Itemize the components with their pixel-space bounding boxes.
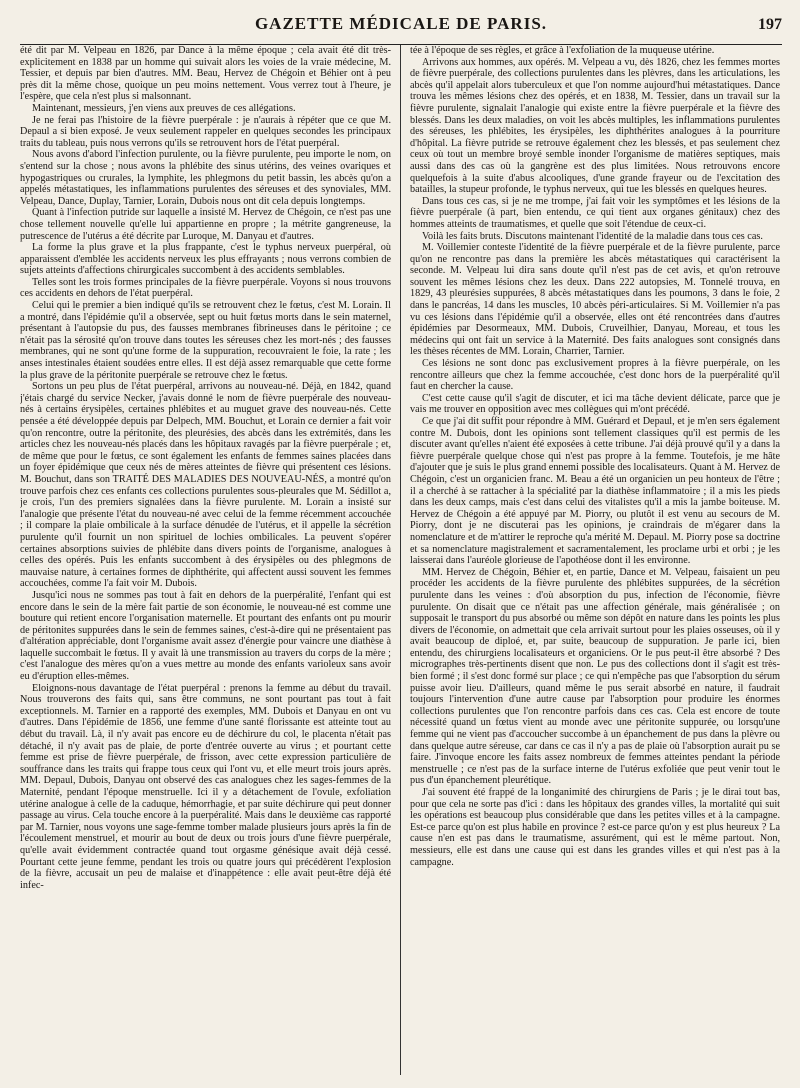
paragraph: Dans tous ces cas, si je ne me trompe, j'ai fait voir les symptômes et les lésions de la fièvre puerpérale (à part, bien entendu, ce qui tient aux organes génitaux) chez des hommes atteints de traumatismes, et quelle que soit l'étendue de ceux-ci. (410, 195, 780, 230)
paragraph: Voilà les faits bruts. Discutons maintenant l'identité de la maladie dans tous ces cas. (422, 230, 763, 242)
journal-title: GAZETTE MÉDICALE DE PARIS. (254, 14, 548, 33)
paragraph: Ce que j'ai dit suffit pour répondre à MM. Guérard et Depaul, et je m'en sers également contre M. Dubois, dont les opinions sont tellement classiques qu'il est permis de les discuter avant qu'elles n'aient été exposées à cette tribune. J'ai déjà prouvé qu'il y a dans la fièvre puerpérale quelque chose qui n'est pas propre à la femme. Toutefois, je me hâte d'ajouter que je suis le plus grand ennemi possible des localisateurs. Quant à M. Hervez de Chégoin, c'est un organicien franc. M. Beau a été un organicien un peu honteux de l'être ; il a cherché à se rattacher à la spécialité par la diathèse inflammatoire ; il a mis les pieds dans les deux camps, mais c'est dans celui des vitalistes qu'il a mis la jambe boiteuse. M. Hervez de Chégoin a été appuyé par M. Piorry, ou plutôt il est venu au secours de M. Piorry, dont je ne discuterai pas les opinions, je craindrais de m'égarer dans la nomenclature et de m'attirer le reproche qu'a mérité M. Depaul. M. Piorry pose sa doctrine et sa nomenclature magistralement et sacramentalement, les proclame urbi et orbi ; je les laisserai dans l'auréole glorieuse de l'apothéose dont il les environne. (410, 416, 780, 567)
paragraph: été dit par M. Velpeau en 1826, par Dance à la même époque ; cela avait été dit très-explicitement en 1838 par un homme qui suivait alors les voies de la vraie médecine, M. Tessier, et depuis par bien d'autres. MM. Beau, Hervez de Chégoin et Béhier ont à peu près dit la même chose, quoique un peu moins nettement. Vous verrez tout à l'heure, je l'espère, que cela n'est plus si malsonnant. (20, 45, 391, 103)
paragraph: Arrivons aux hommes, aux opérés. M. Velpeau a vu, dès 1826, chez les femmes mortes de fièvre puerpérale, des collections purulentes dans les plèvres, dans les articulations, les abcès qu'il appelait alors tuberculeux et que l'on nomme aujourd'hui métastatiques. Dance trouva les mêmes lésions chez des opérés, et en 1838, M. Tessier, dans un travail sur la fièvre purulente, signalait l'analogie qui existe entre la fièvre puerpérale et la fièvre des blessés. Dans les deux maladies, on voit les abcès multiples, les inflammations purulentes des séreuses, les phlébites, les érysipèles, les diphthérites analogues à la pourriture d'hôpital. La fièvre putride se retrouve également chez les blessés, et pas seulement chez ceux où tout un membre broyé semble inonder l'organisme de matières septiques, mais aussi dans des cas où la gangrène est des plus limitées. Nous retrouvons encore quelquefois à la suite d'abus alcooliques, d'une grande frayeur ou de l'excitation des batailles, la stupeur profonde, le typhus nerveux, qui tue les blessés en quelques heures. (410, 56, 780, 196)
paragraph: Jusqu'ici nous ne sommes pas tout à fait en dehors de la puerpéralité, l'enfant qui est encore dans le sein de la mère fait partie de son économie, le nouveau-né est comme une bouture qui retient encore l'organisation maternelle. Et pourtant des enfants ont pu mourir de péritonites suppurées dans le sein de femmes saines, c'est-à-dire qui ne présentaient pas d'altération appréciable, dont l'organisme avait assez d'énergie pour vaincre une diathèse à laquelle succombait le fœtus. Il y avait là une transmission au travers du corps de la mère ; c'est l'analogue des mères qu'on a vues mettre au monde des enfants varioleux sans avoir eu d'éruption elles-mêmes. (20, 589, 391, 683)
text-columns (20, 45, 782, 1075)
left-column (20, 45, 400, 1075)
page-number: 197 (758, 16, 782, 33)
paragraph: M. Voillemier conteste l'identité de la fièvre puerpérale et de la fièvre purulente, parce qu'on ne rencontre pas dans la première les abcès métastatiques qui caractérisent la seconde. M. Velpeau lui dira sans doute qu'il n'est pas de cet avis, et qu'on retrouve souvent les mêmes lésions chez les deux. Dans 222 autopsies, M. Tonnelé trouva, en 1829, 43 pleurésies suppurées, 8 abcès métastatiques dans les poumons, 3 dans le foie, 2 dans le pancréas, 14 dans les muscles, 10 abcès péri-articulaires. Si M. Voillemier n'a pas vu ces lésions dans l'épidémie qu'il a observée, elles ont été rencontrées dans d'autres épidémies par Desormeaux, MM. Dubois, Cruveilhier, Danyau, Moreau, et tous les médecins qui ont fait un service à la Maternité. Des faits analogues sont consignés dans les thèses récentes de MM. Lorain, Charrier, Tarnier. (410, 242, 780, 358)
paragraph: tée à l'époque de ses règles, et grâce à l'exfoliation de la muqueuse utérine. (410, 45, 715, 56)
paragraph: J'ai souvent été frappé de la longanimité des chirurgiens de Paris ; je le dirai tout bas, pour que cela ne sorte pas d'ici : dans les hôpitaux des grandes villes, la mortalité qui suit les opérations est beaucoup plus considérable que dans les petites villes et à la campagne. Est-ce parce qu'on est plus habile en province ? est-ce parce qu'on y est plus heureux ? La cause n'en est pas dans le traumatisme, assurément, qui est le même partout. Non, messieurs, elle est dans une cause qui est dans les grandes villes et qui n'est pas à la campagne. (410, 787, 780, 868)
paragraph: Je ne ferai pas l'histoire de la fièvre puerpérale : je n'aurais à répéter que ce que M. Depaul a si bien exposé. Je veux seulement rappeler en quelques secondes les principaux traits du tableau, puis nous verrons qu'ils se retrouvent hors de l'état puerpéral. (20, 114, 391, 149)
right-column (400, 45, 780, 1075)
paragraph: Ces lésions ne sont donc pas exclusivement propres à la fièvre puerpérale, on les rencontre ailleurs que chez la femme accouchée, c'est donc hors de la puerpéralité qu'il faut en chercher la cause. (410, 358, 780, 393)
paragraph: La forme la plus grave et la plus frappante, c'est le typhus nerveux puerpéral, où apparaissent d'emblée les accidents nerveux les plus effrayants ; nous verrons combien de sujets atteints d'affections chirurgicales succombent à des accidents semblables. (20, 242, 391, 277)
paragraph: Quant à l'infection putride sur laquelle a insisté M. Hervez de Chégoin, ce n'est pas une chose tellement nouvelle qu'elle lui appartienne en propre ; la métrite gangreneuse, la putrescence de l'utérus a été décrite par Luroque, M. Danyau et d'autres. (20, 207, 391, 242)
paragraph: MM. Hervez de Chégoin, Béhier et, en partie, Dance et M. Velpeau, faisaient un peu procéder les accidents de la fièvre purulente des phlébites suppurées, de la sécrétion purulente dans les veines : d'où absorption du pus, infection de l'économie, fièvre purulente. On disait que ce n'était pas une affection générale, mais généralisée ; on supposait le transport du pus absorbé ou même son dépôt en nature dans les points les plus divers de l'économie, on admettait que cela arrivait surtout pour les plaies osseuses, où il y avait beaucoup de diploé, et, par suite, beaucoup de suppuration. Je parle ici, bien entendu, des chirurgiens localisateurs et organiciens. Or le pus peut-il être absorbé ? Des micrographes très-pertinents disent que non. Le pus des collections dont il s'agit est très-bien formé ; il s'est donc formé sur place ; ce qui n'empêche pas que l'absorption du sérum puisse avoir lieu. D'ailleurs, quand même le pus serait absorbé en nature, il faudrait toujours l'intervention d'une autre cause par l'absorption pour produire les énormes collections purulentes que l'on rencontre parfois dans ces cas. Cela est encore de toute nécessité quand un fœtus vient au monde avec une péritonite suppurée, ou lorsqu'une femme qui ne vient pas d'accoucher succombe à un épanchement de pus dans la plèvre ou dans quelque autre séreuse, car dans ce cas il n'y a pas de plaie où l'absorption aurait pu se faire. J'invoque encore les faits assez nombreux de femmes atteintes pendant la période menstruelle ; ce n'est pas de la surface interne de l'utérus exfoliée que peut venir tout le pus d'un épanchement pleurétique. (410, 566, 780, 787)
paragraph: Nous avons d'abord l'infection purulente, ou la fièvre purulente, peu importe le nom, on s'entend sur la chose ; nous avons la phlébite des sinus utérins, des veines ovariques et hypogastriques ou crurales, la lymphite, les phlegmons du petit bassin, les abcès qu'on a appelés métastatiques, les inflammations purulentes des séreuses et des synoviales, MM. Velpeau, Dance, Duplay, Tarnier, Lorain, Dubois nous ont dit cela depuis longtemps. (20, 149, 391, 207)
page-header (20, 14, 782, 38)
paragraph: Celui qui le premier a bien indiqué qu'ils se retrouvent chez le fœtus, c'est M. Lorain. Il a montré, dans l'épidémie qu'il a observée, sept ou huit fœtus morts dans le sein maternel, présentant à l'autopsie du pus, des fausses membranes fibrineuses dans le péritoine ; ce n'était pas la sérosité qu'on trouve dans toutes les séreuses chez les mort-nés ; des fausses membranes, qui ne sont qu'une forme de la suppuration, recouvraient le foie, la rate ; les anses intestinales étaient soudées entre elles. Il est déjà assez remarquable que cette forme la plus grave de la péritonite puerpérale se retrouve chez le fœtus. (20, 300, 391, 381)
paragraph: C'est cette cause qu'il s'agit de discuter, et ici ma tâche devient délicate, parce que je vais me trouver en opposition avec mes collègues qui m'ont précédé. (410, 392, 780, 416)
paragraph: Sortons un peu plus de l'état puerpéral, arrivons au nouveau-né. Déjà, en 1842, quand j'étais chargé du service Necker, j'avais donné le nom de fièvre puerpérale des nouveau-nés à certains érysipèles, certaines phlébites et au muguet grave des nouveau-nés. Cette pensée a été développée depuis par Delpech, MM. Bouchut, et Lorain ce dernier a fait voir qu'on rencontre, outre la péritonite, des pleurésies, des abcès dans les extrémités, dans les articles chez les nouveau-nés placés dans les hôpitaux ravagés par la fièvre puerpérale ; et, de même que pour le fœtus, ce sont également les enfants de femmes saines placées dans un foyer épidémique que ceux nés de mères atteintes de fièvre qui présentent ces lésions. M. Bouchut, dans son TRAITÉ DES MALADIES DES NOUVEAU-NÉS, a montré qu'on trouve parfois chez ces enfants ces collections purulentes sous-pleurales que M. Sédillot a, je crois, l'un des premiers signalées dans la fièvre purulente. M. Lorain a insisté sur l'analogie que présente l'état du nouveau-né avec celui de la femme récemment accouchée ; il compare la plaie ombilicale à la surface dénudée de l'utérus, et il appelle la sécrétion purulente qu'il fournit un non spirituel de lochies ombilicales. La peuvent s'opérer certaines absorptions suivies de phlébite dans divers points de l'organisme, analogues à celles des opérés. Puis les enfants succombent à des érysipèles ou des phlegmons de mauvaise nature, à certaines formes de diphthérite, qui affectent aussi souvent les femmes accouchées, comme l'a fait voir M. Dubois. (20, 381, 391, 590)
paragraph: Telles sont les trois formes principales de la fièvre puerpérale. Voyons si nous trouvons ces accidents en dehors de l'état puerpéral. (20, 276, 391, 300)
paragraph: Maintenant, messieurs, j'en viens aux preuves de ces allégations. (32, 102, 296, 114)
paragraph: Eloignons-nous davantage de l'état puerpéral : prenons la femme au début du travail. Nous trouverons des faits qui, sans être communs, ne sont pourtant pas tout à fait exceptionnels. M. Tarnier en a rapporté des exemples, MM. Dubois et Danyau en ont vu d'autres. Dans l'épidémie de 1856, une femme d'une santé florissante est atteinte tout au début du travail. Là, il n'y avait pas encore eu de déchirure du col, le placenta n'était pas détaché, il n'y avait pas de plaie, de porte d'entrée ouverte au virus ; et pourtant cette femme est prise de fièvre puerpérale, de frisson, avec cette expression particulière de souffrance dans les traits qui frappe tous ceux qui l'ont vu, et elle meurt trois jours après. MM. Depaul, Dubois, Danyau ont observé des cas analogues chez les sages-femmes de la Maternité, pendant l'époque menstruelle. Ici il y a détachement de l'ovule, exfoliation utérine analogue à celle de la caduque, hémorrhagie, et par suite déchirure qui peut donner passage au virus. Cela touche encore à la puerpéralité. Mais dans le deuxième cas rapporté par M. Tarnier, nous voyons une sage-femme tomber malade plusieurs jours après la fin de l'écoulement menstruel, et mourir au bout de deux ou trois jours d'une fièvre puerpérale, qu'elle avait évidemment contractée quand tout orgasme génésique avait déjà cessé. Pourtant cette jeune femme, pendant les trois ou quatre jours qui précédèrent l'explosion de la fièvre, accusait un peu de malaise et d'inappétence : elle avait peut-être déjà été infec- (20, 682, 391, 891)
